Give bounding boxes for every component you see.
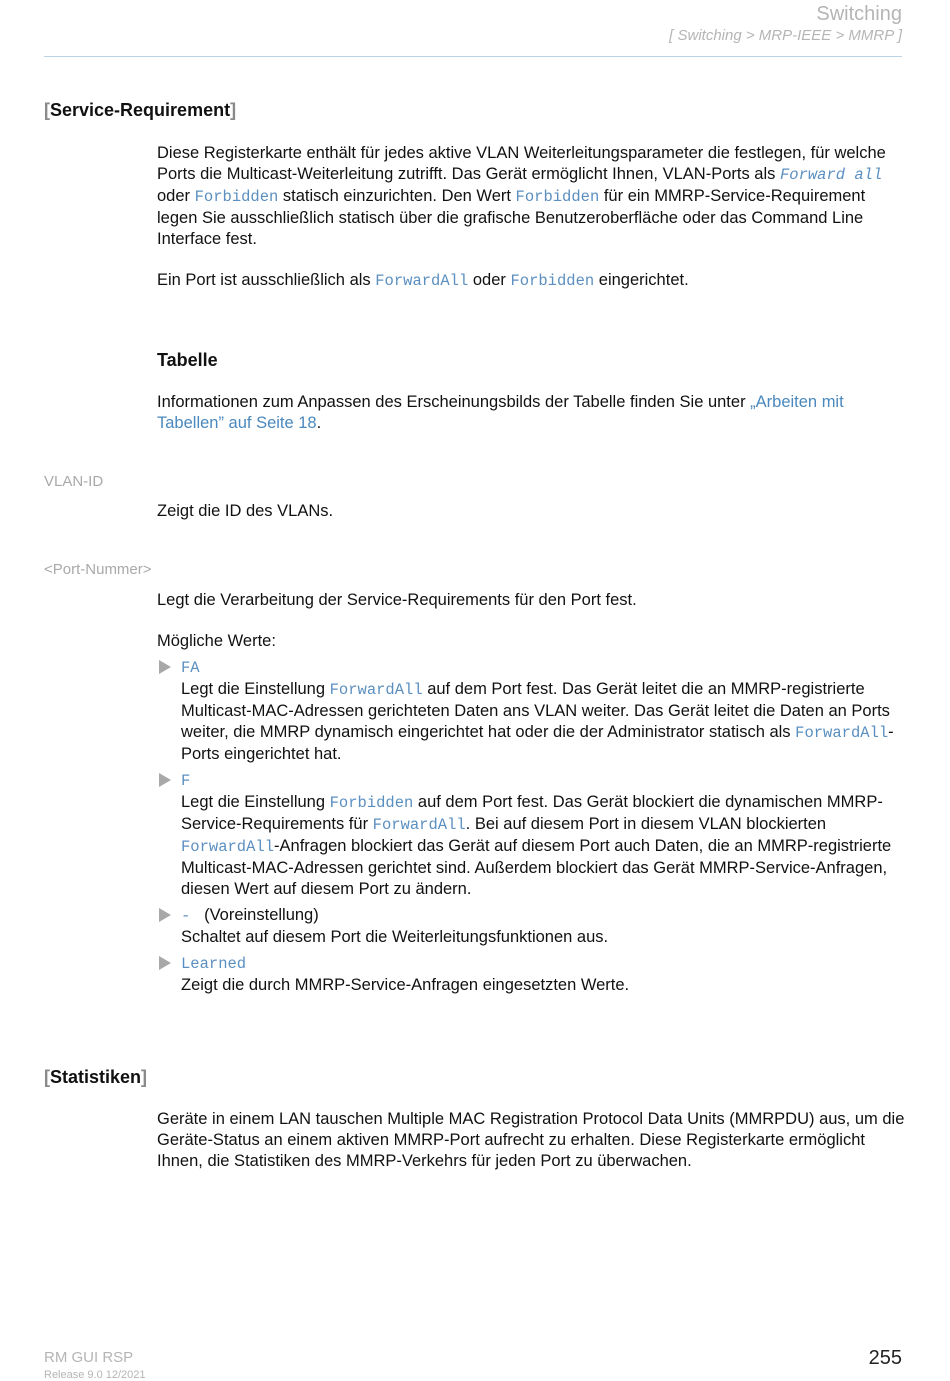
bullet-triangle-icon [159,908,171,922]
link-arbeiten-mit-tabellen[interactable]: „Arbeiten mit Tabellen” auf Seite 18 [157,393,844,432]
possible-values-label: Mögliche Werte: [157,632,276,650]
paragraph: Diese Registerkarte enthält für jedes aktive VLAN Weiterleitungsparameter die festlegen, für welche Ports die Multicast-Weiterleitung zutrifft. Das Gerät ermöglicht Ihnen, VLAN-Ports als Forward all oder Forbidden statisch einzurichten. Den Wert Forbidden für ein MMRP-Service-Requirement legen Sie ausschließlich statisch über die grafische Benutzeroberfläche oder das Command Line Interface fest. [157,144,886,248]
footer-release: Release 9.0 12/2021 [44,1369,146,1381]
list-item: Learned Zeigt die durch MMRP-Service-Anfragen eingesetzten Werte. [157,953,907,996]
code-forbidden: Forbidden [515,188,600,206]
value-code: F [181,772,191,790]
parameter-label-port-nummer: <Port-Nummer> [44,561,152,578]
chapter-title: Switching [816,3,902,25]
value-code: - [181,907,191,925]
code-forward-all: Forward all [779,166,883,184]
bullet-triangle-icon [159,956,171,970]
page-number: 255 [868,1347,902,1369]
header-divider [44,56,902,57]
list-item: FA Legt die Einstellung ForwardAll auf dem Port fest. Das Gerät leitet die an MMRP-registrierte Multicast-MAC-Adressen gerichteten Daten ans VLAN weiter. Das Gerät leitet die Daten an Ports weiter, die MMRP dynamisch eingerichtet hat oder die der Administrator statisch als ForwardAll-Ports eingerichtet hat. [157,657,907,765]
footer-document-name: RM GUI RSP [44,1349,134,1366]
section-heading-service-requirement: [Service-Requirement] [44,100,237,120]
value-code: Learned [181,955,247,973]
code-forwardall: ForwardAll [329,681,423,699]
possible-values-list [157,657,907,1001]
list-item: - (Voreinstellung) Schaltet auf diesem Port die Weiterleitungsfunktionen aus. [157,905,907,948]
code-forwardall: ForwardAll [375,272,469,290]
section-heading-statistiken: [Statistiken] [44,1067,148,1087]
list-item: F Legt die Einstellung Forbidden auf dem Port fest. Das Gerät blockiert die dynamischen MMRP-Service-Requirements für ForwardAll. Bei auf diesem Port in diesem VLAN blockierten ForwardAll-Anfragen blockiert das Gerät auf diesem Port auch Daten, die an MMRP-registrierte Multicast-MAC-Adressen gerichtet sind. Außerdem blockiert das Gerät MMRP-Service-Anfragen, diesen Wert auf diesem Port zu ändern. [157,770,907,900]
parameter-label-vlan-id: VLAN-ID [44,473,104,490]
bullet-triangle-icon [159,773,171,787]
default-note: (Voreinstellung) [204,906,319,924]
vlan-id-description: Zeigt die ID des VLANs. [157,502,334,520]
subheading-tabelle: Tabelle [157,350,218,370]
code-forwardall: ForwardAll [795,724,889,742]
port-nummer-description: Legt die Verarbeitung der Service-Requirements für den Port fest. [157,591,637,609]
code-forwardall: ForwardAll [372,816,466,834]
value-code: FA [181,659,200,677]
tabelle-description: Informationen zum Anpassen des Erscheinungsbilds der Tabelle finden Sie unter „Arbeiten mit Tabellen” auf Seite 18. [157,393,844,432]
service-requirement-description [157,143,907,292]
breadcrumb: [ Switching > MRP-IEEE > MMRP ] [669,27,902,44]
statistiken-description: Geräte in einem LAN tauschen Multiple MAC Registration Protocol Data Units (MMRPDU) aus, um die Geräte-Status an einem aktiven MMRP-Port aufrecht zu erhalten. Diese Registerkarte ermöglicht Ihnen, die Statistiken des MMRP-Verkehrs für jeden Port zu überwachen. [157,1110,905,1170]
paragraph: Ein Port ist ausschließlich als ForwardAll oder Forbidden eingerichtet. [157,271,689,290]
code-forbidden: Forbidden [329,794,414,812]
code-forwardall: ForwardAll [181,838,275,856]
code-forbidden: Forbidden [194,188,279,206]
bullet-triangle-icon [159,660,171,674]
code-forbidden: Forbidden [510,272,595,290]
